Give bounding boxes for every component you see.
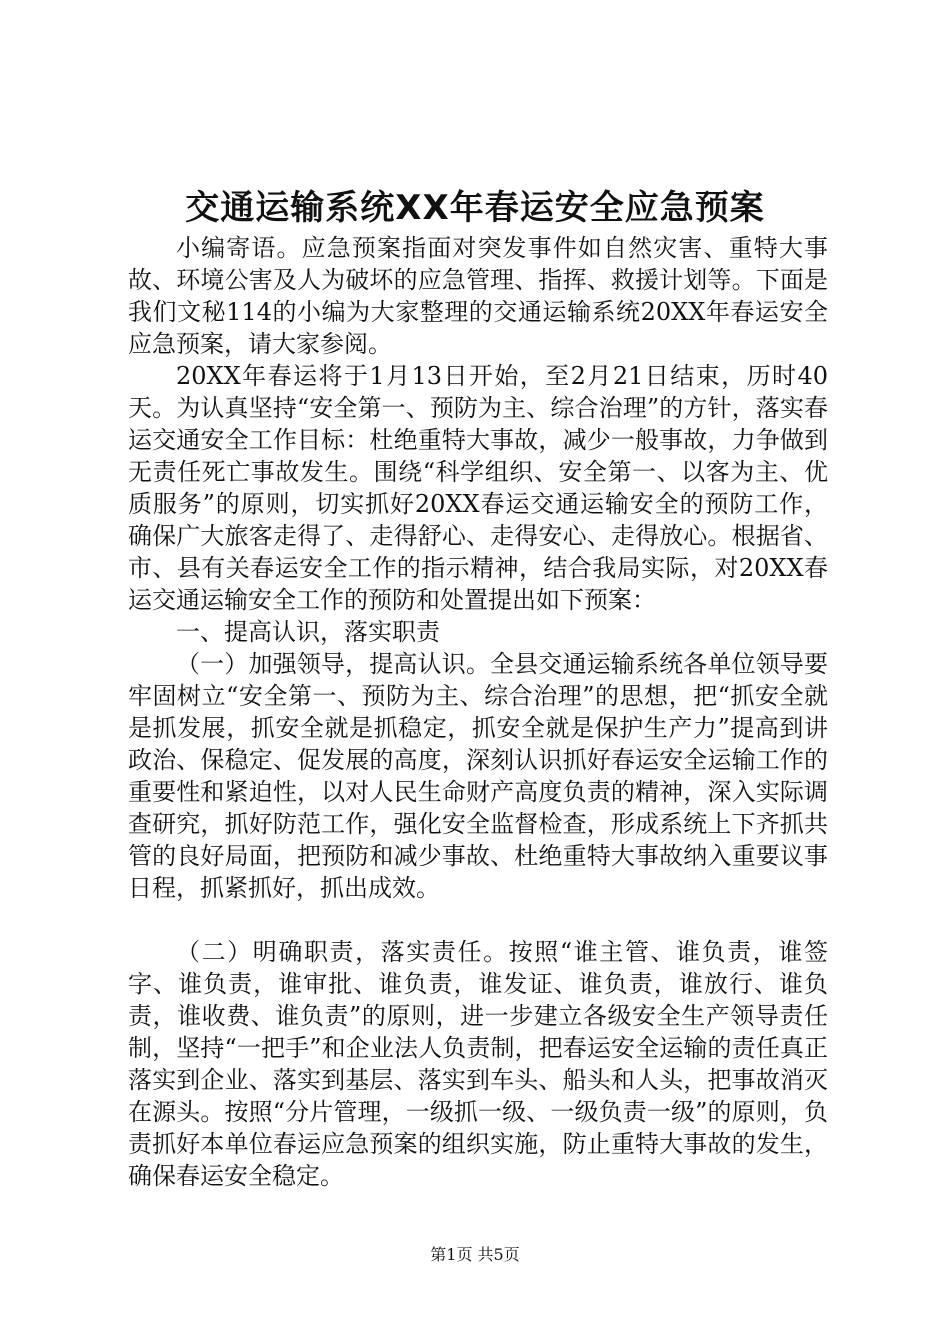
page-footer: 第1页 共5页: [430, 1245, 520, 1264]
body-paragraph: （二）明确职责，落实责任。按照“谁主管、谁负责，谁签字、谁负责，谁审批、谁负责，谁发证、谁负责，谁放行、谁负责，谁收费、谁负责”的原则，进一步建立各级安全生产领导责任制，坚持“一把手”和企业法人负责制，把春运安全运输的责任真正落实到企业、落实到基层、落实到车头、船头和人头，把事故消灭在源头。按照“分片管理，一级抓一级、一级负责一级”的原则，负责抓好本单位春运应急预案的组织实施，防止重特大事故的发生，确保春运安全稳定。: [128, 938, 828, 1190]
section-heading: 一、提高认识，落实职责: [176, 618, 440, 646]
document-body: [128, 232, 828, 1192]
intro-paragraph: 小编寄语。应急预案指面对突发事件如自然灾害、重特大事故、环境公害及人为破坏的应急管理、指挥、救援计划等。下面是我们文秘114的小编为大家整理的交通运输系统20XX年春运安全应急预案，请大家参阅。: [128, 234, 828, 358]
body-paragraph: （一）加强领导，提高认识。全县交通运输系统各单位领导要牢固树立“安全第一、预防为主、综合治理”的思想，把“抓安全就是抓发展，抓安全就是抓稳定，抓安全就是保护生产力”提高到讲政治、保稳定、促发展的高度，深刻认识抓好春运安全运输工作的重要性和紧迫性，以对人民生命财产高度负责的精神，深入实际调查研究，抓好防范工作，强化安全监督检查，形成系统上下齐抓共管的良好局面，把预防和减少事故、杜绝重特大事故纳入重要议事日程，抓紧抓好，抓出成效。: [128, 650, 828, 902]
document-title: 交通运输系统XX年春运安全应急预案: [185, 188, 765, 228]
body-paragraph: 20XX年春运将于1月13日开始，至2月21日结束，历时40天。为认真坚持“安全第一、预防为主、综合治理”的方针，落实春运交通安全工作目标：杜绝重特大事故，减少一般事故，力争做到无责任死亡事故发生。围绕“科学组织、安全第一、以客为主、优质服务”的原则，切实抓好20XX春运交通运输安全的预防工作，确保广大旅客走得了、走得舒心、走得安心、走得放心。根据省、市、县有关春运安全工作的指示精神，结合我局实际，对20XX春运交通运输安全工作的预防和处置提出如下预案：: [128, 362, 828, 614]
